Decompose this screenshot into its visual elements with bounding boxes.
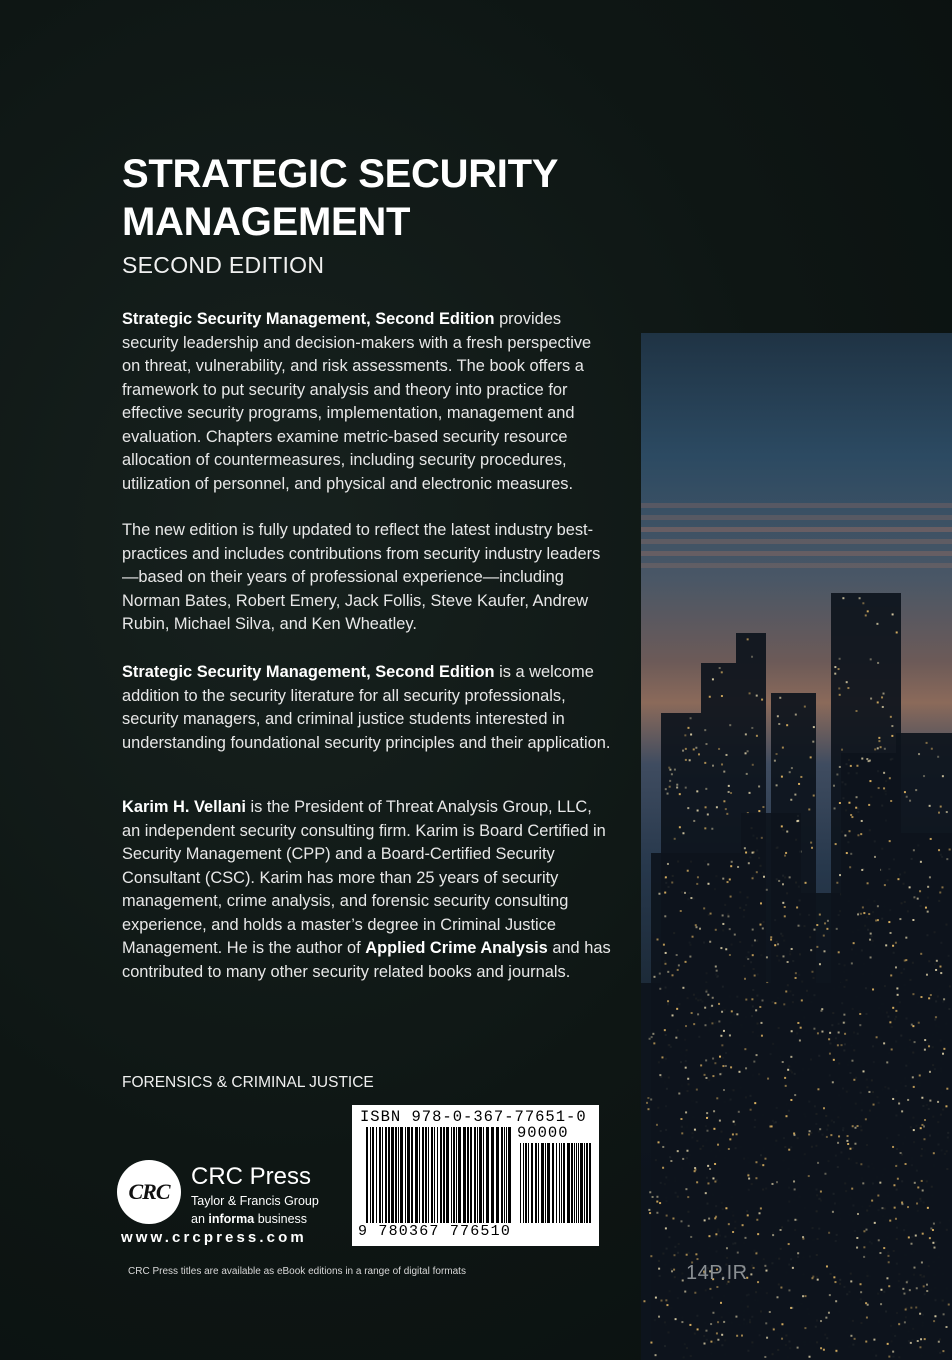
- description-text-3: is a welcome addition to the security literature for all security professionals, security managers, and criminal justice students interested in understanding foundational security principles and their application.: [122, 663, 611, 752]
- city-skyline-illustration: [641, 333, 952, 1360]
- description-paragraph-2: The new edition is fully updated to reflect the latest industry best-practices and includes contributions from security industry leaders—based on their years of professional experience—including Norman Bates, Robert Emery, Jack Follis, Steve Kaufer, Andrew Rubin, Michael Silva, and Ken Wheatley.: [122, 521, 601, 633]
- informa-brand: informa: [208, 1212, 255, 1226]
- author-bio-end: and has contributed to many other security related books and journals.: [122, 939, 611, 981]
- publisher-name: CRC Press: [191, 1163, 312, 1190]
- subject-category: FORENSICS & CRIMINAL JUSTICE: [122, 1074, 374, 1091]
- city-night-photo: [641, 333, 952, 1360]
- book-title-inline: Strategic Security Management, Second Edition: [122, 663, 495, 681]
- related-book-title: Applied Crime Analysis: [365, 939, 548, 957]
- crc-logo-icon: [117, 1160, 181, 1224]
- informa-suffix: business: [254, 1212, 308, 1226]
- publisher-informa: [191, 1212, 307, 1226]
- isbn-number: ISBN 978-0-367-77651-0: [360, 1108, 587, 1126]
- edition-label: SECOND EDITION: [122, 252, 325, 278]
- price-code: 90000: [517, 1124, 569, 1142]
- isbn-barcode: [352, 1105, 599, 1246]
- crc-logo-text: CRC: [128, 1179, 170, 1204]
- author-bio-text: is the President of Threat Analysis Group, LLC, an independent security consulting firm. Karim is Board Certified in Security Management (CPP) and a Board-Certified Security Consultant (CSC). Karim has more than 25 years of security management, crime analysis, and forensic security consulting experience, and holds a master’s degree in Criminal Justice Management. He is the author of: [122, 798, 606, 957]
- author-bio: [122, 796, 612, 984]
- author-name: Karim H. Vellani: [122, 798, 246, 816]
- informa-prefix: an: [191, 1212, 209, 1226]
- publisher-url: www.crcpress.com: [121, 1229, 307, 1246]
- book-title: STRATEGIC SECURITY MANAGEMENT: [122, 152, 558, 244]
- watermark: 14P.IR: [686, 1262, 748, 1284]
- book-title-inline: Strategic Security Management, Second Edition: [122, 310, 495, 328]
- description-paragraph-1: [122, 308, 612, 496]
- publisher-group: Taylor & Francis Group: [191, 1194, 319, 1208]
- ebook-footnote: CRC Press titles are available as eBook editions in a range of digital formats: [128, 1266, 466, 1277]
- ean-number: 9 780367 776510: [358, 1223, 512, 1240]
- description-paragraph-3: [122, 661, 612, 755]
- description-text-1: provides security leadership and decision-makers with a fresh perspective on threat, vulnerability, and risk assessments. The book offers a framework to put security analysis and theory into practice for effective security programs, implementation, management and evaluation. Chapters examine metric-based security resource allocation of countermeasures, including security procedures, utilization of personnel, and physical and electronic measures.: [122, 310, 592, 493]
